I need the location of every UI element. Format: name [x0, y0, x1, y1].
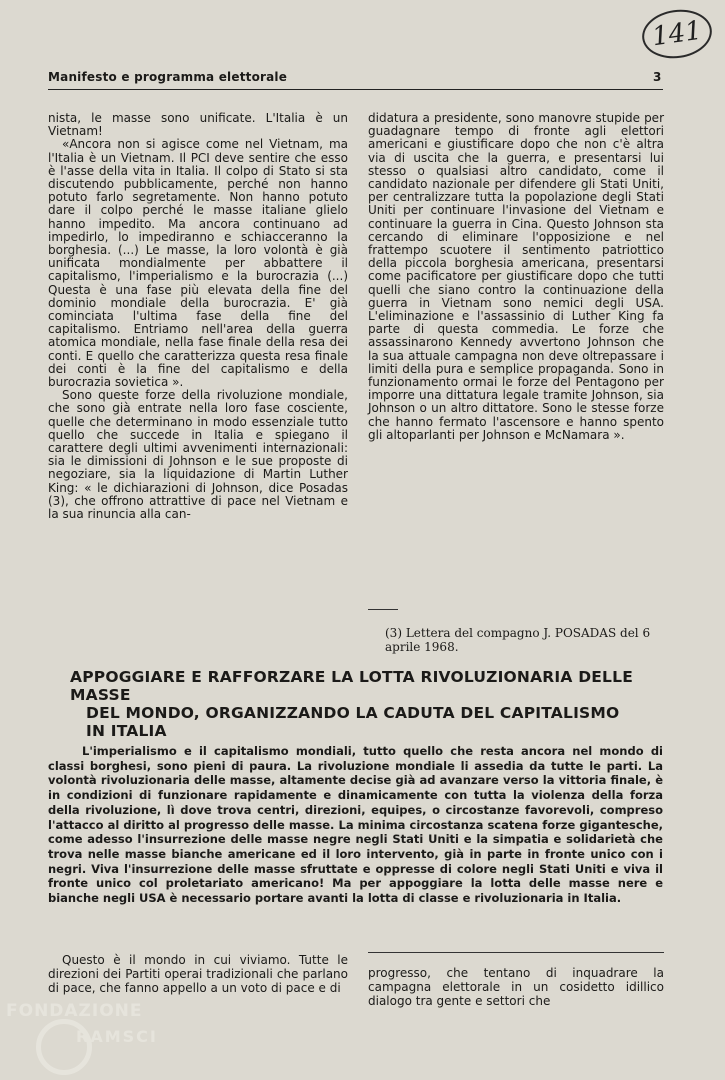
bottom-right-paragraph: progresso, che tentano di inquadrare la campagna elettorale in un cosidetto idillico dialogo tra gente e settori che: [368, 966, 664, 1008]
right-column: [368, 112, 664, 442]
archive-number-stamp: [639, 5, 715, 62]
footnote-rule: [368, 609, 398, 610]
archive-number: 141: [650, 15, 704, 53]
section-title: [70, 668, 670, 740]
paragraph: Sono queste forze della rivoluzione mondiale, che sono già entrate nella loro fase cosciente, quelle che determinano in modo essenziale tutto quello che succede in Italia e spiegano il carattere degli ultimi avvenimenti internazionali: sia le dimissioni di Johnson e le sue proposte di negoziare, sia la liquidazione di Martin Luther King: « le dichiarazioni di Johnson, dice Posadas (3), che offrono attrattive di pace nel Vietnam e la sua rinuncia alla can-: [48, 388, 348, 522]
page-number: 3: [653, 70, 662, 84]
header-rule: [48, 89, 663, 90]
left-column: [48, 112, 348, 521]
running-title: Manifesto e programma elettorale: [48, 70, 288, 84]
footnote: (3) Lettera del compagno J. POSADAS del 6 aprile 1968.: [385, 626, 651, 654]
section-title-line: DEL MONDO, ORGANIZZANDO LA CADUTA DEL CAPITALISMO: [86, 704, 620, 722]
paragraph: nista, le masse sono unificate. L'Italia è un Vietnam!: [48, 111, 348, 139]
section-title-line: IN ITALIA: [86, 722, 167, 740]
quote-paragraph: «Ancora non si agisce come nel Vietnam, ma l'Italia è un Vietnam. Il PCI deve sentire che esso è l'asse della vita in Italia. Il colpo di Stato si sta discutendo pubblicamente, perché non hanno potuto farlo segretamente. Non hanno potuto dare il colpo perché le masse italiane glielo hanno impedito. Ma ancora continuano ad impedirlo, lo impediranno e schiacceranno la borghesia. (...) Le masse, la loro volontà è già unificata mondialmente per abbattere il capitalismo, l'imperialismo e la burocrazia (...) Questa è una fase più elevata della fine del dominio mondiale della burocrazia. E' già cominciata l'ultima fase della fine del capitalismo. Entriamo nell'area della guerra atomica mondiale, nella fase finale della resa dei conti. E quello che caratterizza questa resa finale dei conti è la fine del capitalismo e della burocrazia sovietica ».: [48, 137, 348, 390]
section-lead-paragraph: L'imperialismo e il capitalismo mondiali, tutto quello che resta ancora nel mondo di classi borghesi, sono pieni di paura. La rivoluzione mondiale li assedia da tutte le parti. La volontà rivoluzionaria delle masse, altamente decise già ad avanzare verso la vittoria finale, è in condizioni di funzionare rapidamente e dinamicamente con tutta la violenza della forza della rivoluzione, lì dove trova centri, direzioni, equipes, o circostanze favorevoli, compreso l'attacco al diritto al progresso delle masse. La minima circostanza scatena forze gigantesche, come adesso l'insurrezione delle masse negre negli Stati Uniti e la simpatia e solidarietà che trova nelle masse bianche americane ed il loro intervento, già in parte in fronte unico con i negri. Viva l'insurrezione delle masse sfruttate e oppresse di colore negli Stati Uniti e viva il fronte unico col proletariato americano! Ma per appoggiare la lotta delle masse nere e bianche negli USA è necessario portare avanti la lotta di classe e rivoluzionaria in Italia.: [48, 744, 663, 906]
section-title-line: APPOGGIARE E RAFFORZARE LA LOTTA RIVOLUZIONARIA DELLE MASSE: [70, 668, 633, 704]
watermark-line: FONDAZIONE: [6, 1001, 143, 1021]
watermark-line: RAMSCI: [76, 1027, 158, 1046]
archive-watermark: [6, 1001, 206, 1071]
bottom-left-paragraph: Questo è il mondo in cui viviamo. Tutte le direzioni dei Partiti operai tradizionali che parlano di pace, che fanno appello a un voto di pace e di: [48, 953, 348, 995]
column-rule: [368, 952, 664, 953]
paragraph: didatura a presidente, sono manovre stupide per guadagnare tempo di fronte agli elettori americani e giustificare dopo che non c'è altra via di uscita che la guerra, e presentarsi lui stesso o qualsiasi altro candidato, come il candidato nazionale per difendere gli Stati Uniti, per centralizzare tutta la popolazione degli Stati Uniti per continuare l'invasione del Vietnam e continuare la guerra in Cina. Questo Johnson sta cercando di eliminare l'opposizione e nel frattempo scuotere il sentimento patriottico della piccola borghesia americana, presentarsi come pacificatore per giustificare dopo che tutti quelli che siano contro la continuazione della guerra in Vietnam sono nemici degli USA. L'eliminazione e l'assassinio di Luther King fa parte di questa commedia. Le forze che assassinarono Kennedy avvertono Johnson che la sua attuale campagna non deve oltrepassare i limiti della pura e semplice propaganda. Sono in funzionamento ormai le forze del Pentagono per imporre una dittatura legale tramite Johnson, sia Johnson o un altro dittatore. Sono le stesse forze che hanno fermato l'ascensore e hanno spento gli altoparlanti per Johnson e McNamara ».: [368, 111, 664, 442]
